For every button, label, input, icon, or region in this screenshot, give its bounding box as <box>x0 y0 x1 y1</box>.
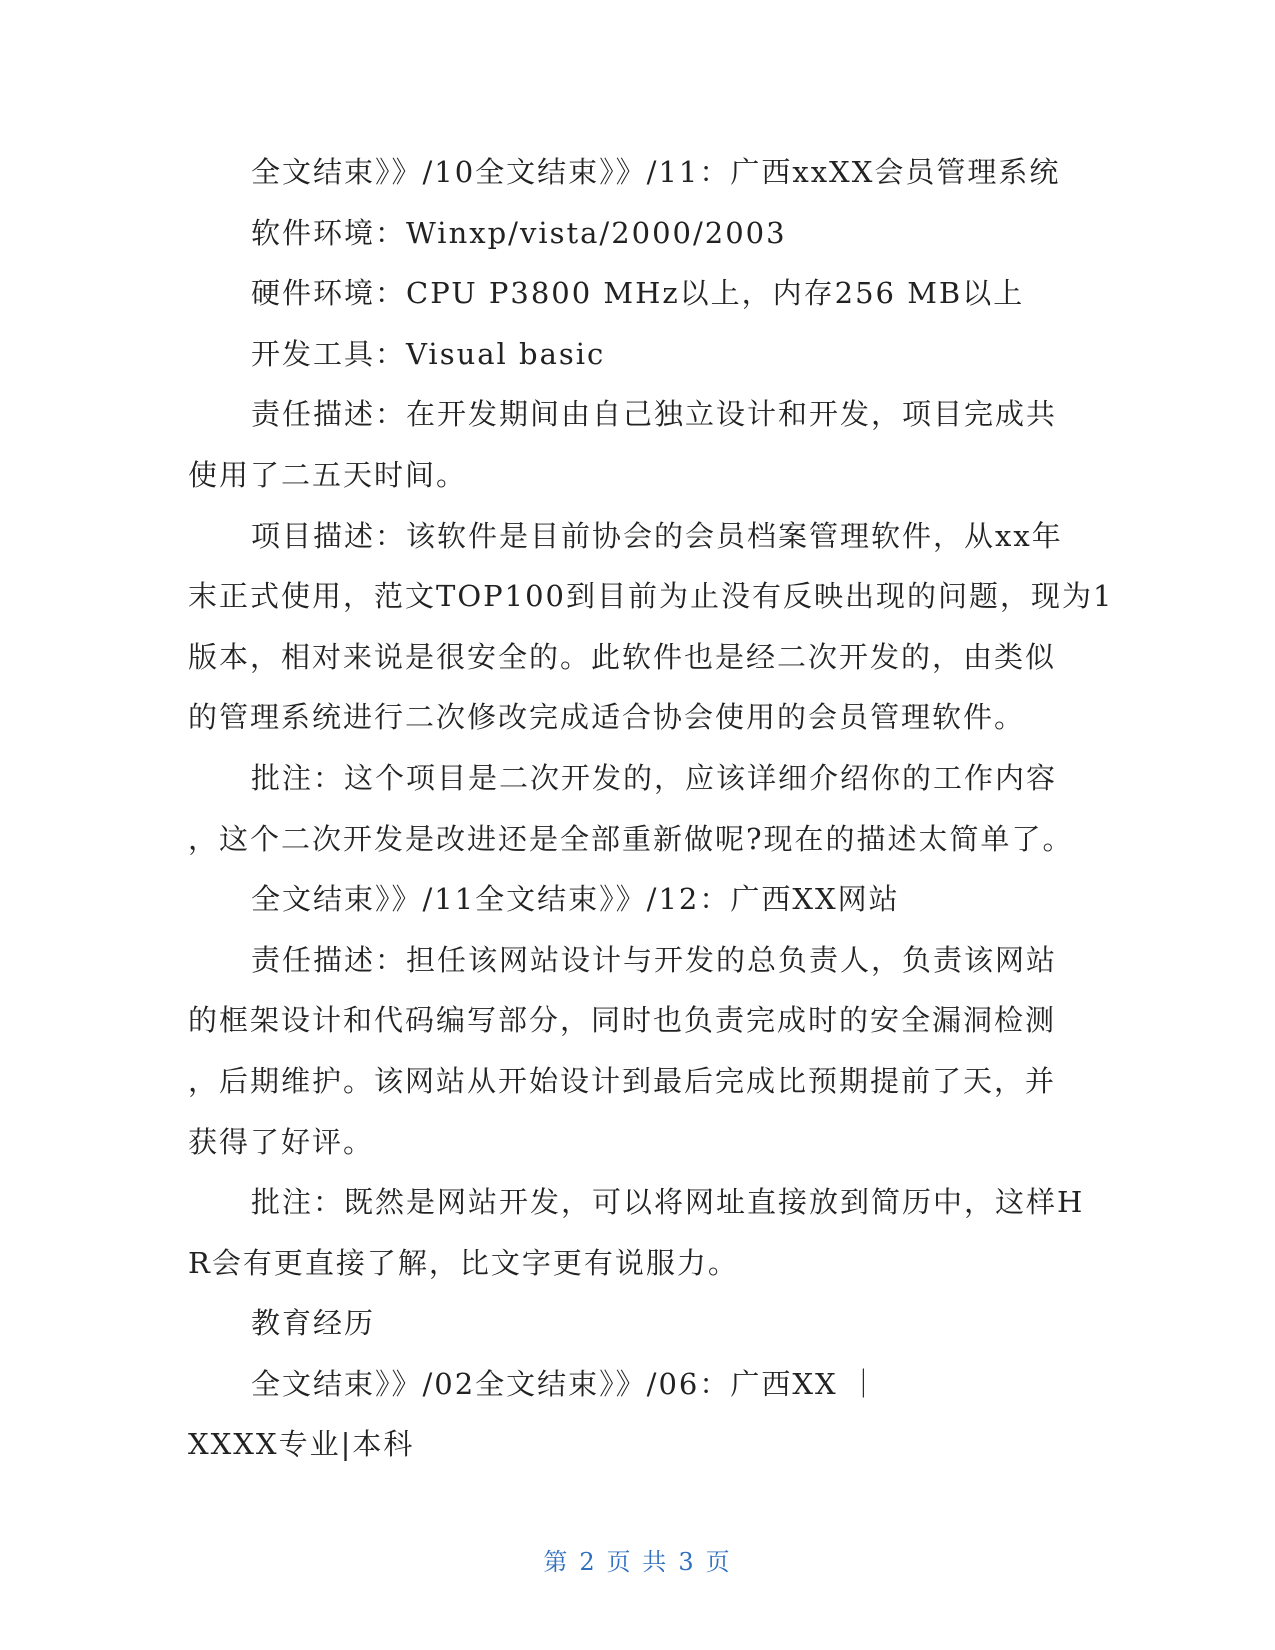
text-line: 使用了二五天时间。 <box>188 457 468 492</box>
text-line: 全文结束》》/10全文结束》》/11：广西xxXX会员管理系统 <box>251 155 1061 189</box>
text-line: 的框架设计和代码编写部分，同时也负责完成时的安全漏洞检测 <box>188 1003 1057 1038</box>
text-line: XXXX专业|本科 <box>188 1427 415 1462</box>
text-line: 全文结束》》/02全文结束》》/06：广西XX ｜ <box>251 1366 880 1401</box>
document-body <box>188 142 1114 1475</box>
text-line: 软件环境：Winxp/vista/2000/2003 <box>251 215 787 250</box>
text-line: ，这个二次开发是改进还是全部重新做呢?现在的描述太简单了。 <box>188 821 1074 856</box>
text-line: 全文结束》》/11全文结束》》/12：广西XX网站 <box>251 882 900 917</box>
text-line: 版本，相对来说是很安全的。此软件也是经二次开发的，由类似 <box>188 639 1057 674</box>
text-line: 开发工具：Visual basic <box>251 336 606 371</box>
text-line: 批注：既然是网站开发，可以将网址直接放到简历中，这样H <box>251 1185 1085 1220</box>
footer-middle: 页 共 <box>606 1548 669 1576</box>
text-line: ，后期维护。该网站从开始设计到最后完成比预期提前了天，并 <box>188 1063 1057 1098</box>
section-heading: 教育经历 <box>251 1306 376 1341</box>
page-number: 2 <box>579 1548 597 1576</box>
text-line: 硬件环境：CPU P3800 MHz以上，内存256 MB以上 <box>251 276 1025 311</box>
text-line: 批注：这个项目是二次开发的，应该详细介绍你的工作内容 <box>251 760 1058 795</box>
page-footer <box>0 1542 1275 1577</box>
text-line: R会有更直接了解，比文字更有说服力。 <box>188 1245 739 1280</box>
footer-suffix: 页 <box>705 1548 732 1576</box>
text-line: 责任描述：担任该网站设计与开发的总负责人，负责该网站 <box>251 942 1058 977</box>
text-line: 获得了好评。 <box>188 1124 375 1159</box>
text-line: 末正式使用，范文TOP100到目前为止没有反映出现的问题，现为1 <box>188 579 1114 614</box>
text-line: 责任描述：在开发期间由自己独立设计和开发，项目完成共 <box>251 397 1058 432</box>
text-line: 项目描述：该软件是目前协会的会员档案管理软件，从xx年 <box>251 518 1063 553</box>
text-line: 的管理系统进行二次修改完成适合协会使用的会员管理软件。 <box>188 700 1026 735</box>
page-total: 3 <box>678 1548 696 1576</box>
footer-prefix: 第 <box>543 1548 570 1576</box>
